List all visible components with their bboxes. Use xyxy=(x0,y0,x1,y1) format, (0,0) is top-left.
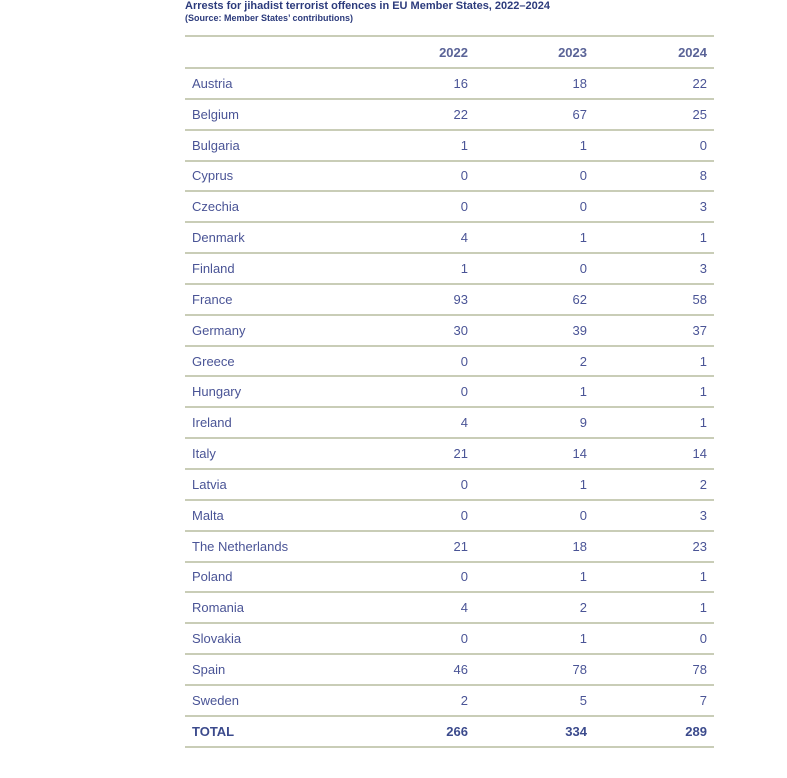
value-2022: 16 xyxy=(453,75,468,91)
table-source-note: (Source: Member States’ contributions) xyxy=(185,13,354,23)
table-row xyxy=(185,438,714,469)
table-row xyxy=(185,68,714,99)
value-2022: 21 xyxy=(453,538,468,554)
table-row xyxy=(185,623,714,654)
value-2022: 0 xyxy=(460,199,468,215)
country-name: Belgium xyxy=(192,106,239,122)
value-2024: 1 xyxy=(699,353,707,369)
country-name: Greece xyxy=(192,353,235,369)
value-2022: 46 xyxy=(453,661,468,677)
total-row xyxy=(185,716,714,747)
value-2022: 0 xyxy=(460,631,468,647)
table-row xyxy=(185,500,714,531)
value-2022: 2 xyxy=(460,692,468,708)
value-2023: 0 xyxy=(579,168,587,184)
value-2023: 1 xyxy=(579,384,587,400)
header-year-2022: 2022 xyxy=(439,44,468,60)
table-header-row xyxy=(185,36,714,68)
value-2023: 18 xyxy=(572,75,587,91)
value-2023: 78 xyxy=(572,661,587,677)
value-2022: 0 xyxy=(460,384,468,400)
country-name: Poland xyxy=(192,569,233,585)
country-name: Denmark xyxy=(192,230,245,246)
value-2022: 93 xyxy=(453,291,468,307)
value-2024: 1 xyxy=(699,384,707,400)
value-2023: 67 xyxy=(572,106,587,122)
value-2024: 0 xyxy=(699,137,707,153)
value-2024: 1 xyxy=(699,600,707,616)
value-2022: 4 xyxy=(460,600,468,616)
value-2023: 1 xyxy=(579,476,587,492)
value-2023: 1 xyxy=(579,569,587,585)
value-2022: 0 xyxy=(460,168,468,184)
value-2023: 0 xyxy=(579,507,587,523)
value-2024: 1 xyxy=(699,415,707,431)
country-name: Slovakia xyxy=(192,631,242,647)
arrests-table xyxy=(185,35,714,748)
country-name: Hungary xyxy=(192,384,242,400)
value-2023: 18 xyxy=(572,538,587,554)
value-2022: 0 xyxy=(460,507,468,523)
value-2023: 9 xyxy=(579,415,587,431)
table-caption xyxy=(185,0,725,23)
value-2022: 21 xyxy=(453,446,468,462)
value-2024: 3 xyxy=(699,199,707,215)
value-2024: 1 xyxy=(699,569,707,585)
country-name: Latvia xyxy=(192,476,227,492)
country-name: Austria xyxy=(192,75,233,91)
value-2022: 0 xyxy=(460,353,468,369)
value-2024: 8 xyxy=(699,168,707,184)
country-name: Malta xyxy=(192,507,224,523)
country-name: France xyxy=(192,291,233,307)
value-2024: 2 xyxy=(699,476,707,492)
country-name: Ireland xyxy=(192,415,232,431)
country-name: Germany xyxy=(192,322,246,338)
total-2024: 289 xyxy=(685,723,707,739)
value-2024: 7 xyxy=(699,692,707,708)
table-row xyxy=(185,284,714,315)
value-2023: 2 xyxy=(579,600,587,616)
value-2024: 78 xyxy=(692,661,707,677)
table-row xyxy=(185,562,714,593)
value-2023: 0 xyxy=(579,260,587,276)
value-2024: 3 xyxy=(699,507,707,523)
arrests-table-container xyxy=(185,35,714,748)
table-row xyxy=(185,469,714,500)
value-2024: 22 xyxy=(692,75,707,91)
value-2022: 22 xyxy=(453,106,468,122)
table-row xyxy=(185,222,714,253)
value-2023: 1 xyxy=(579,137,587,153)
value-2023: 1 xyxy=(579,230,587,246)
total-2023: 334 xyxy=(565,723,587,739)
header-year-2024: 2024 xyxy=(678,44,707,60)
header-country xyxy=(185,36,356,68)
country-name: Sweden xyxy=(192,692,239,708)
value-2023: 5 xyxy=(579,692,587,708)
value-2024: 14 xyxy=(692,446,707,462)
value-2023: 39 xyxy=(572,322,587,338)
table-row xyxy=(185,161,714,192)
value-2024: 1 xyxy=(699,230,707,246)
value-2024: 0 xyxy=(699,631,707,647)
country-name: The Netherlands xyxy=(192,538,289,554)
value-2022: 0 xyxy=(460,476,468,492)
country-name: Romania xyxy=(192,600,245,616)
value-2023: 1 xyxy=(579,631,587,647)
table-title: Arrests for jihadist terrorist offences in EU Member States, 2022–2024 xyxy=(185,0,550,12)
value-2024: 58 xyxy=(692,291,707,307)
value-2022: 30 xyxy=(453,322,468,338)
value-2024: 23 xyxy=(692,538,707,554)
value-2024: 37 xyxy=(692,322,707,338)
total-label: TOTAL xyxy=(192,723,235,739)
table-row xyxy=(185,315,714,346)
total-2022: 266 xyxy=(446,723,468,739)
table-row xyxy=(185,407,714,438)
table-body xyxy=(185,68,714,747)
table-row xyxy=(185,654,714,685)
value-2022: 4 xyxy=(460,230,468,246)
table-row xyxy=(185,376,714,407)
table-row xyxy=(185,685,714,716)
table-row xyxy=(185,130,714,161)
country-name: Finland xyxy=(192,260,235,276)
header-year-2023: 2023 xyxy=(558,44,587,60)
value-2024: 3 xyxy=(699,260,707,276)
value-2023: 62 xyxy=(572,291,587,307)
country-name: Czechia xyxy=(192,199,239,215)
table-row xyxy=(185,531,714,562)
value-2022: 1 xyxy=(460,260,468,276)
country-name: Bulgaria xyxy=(192,137,240,153)
value-2022: 1 xyxy=(460,137,468,153)
value-2022: 0 xyxy=(460,569,468,585)
country-name: Italy xyxy=(192,446,216,462)
value-2023: 2 xyxy=(579,353,587,369)
table-row xyxy=(185,191,714,222)
value-2023: 14 xyxy=(572,446,587,462)
value-2023: 0 xyxy=(579,199,587,215)
country-name: Cyprus xyxy=(192,168,234,184)
country-name: Spain xyxy=(192,661,226,677)
table-row xyxy=(185,346,714,377)
table-row xyxy=(185,99,714,130)
table-row xyxy=(185,592,714,623)
value-2022: 4 xyxy=(460,415,468,431)
value-2024: 25 xyxy=(692,106,707,122)
table-row xyxy=(185,253,714,284)
